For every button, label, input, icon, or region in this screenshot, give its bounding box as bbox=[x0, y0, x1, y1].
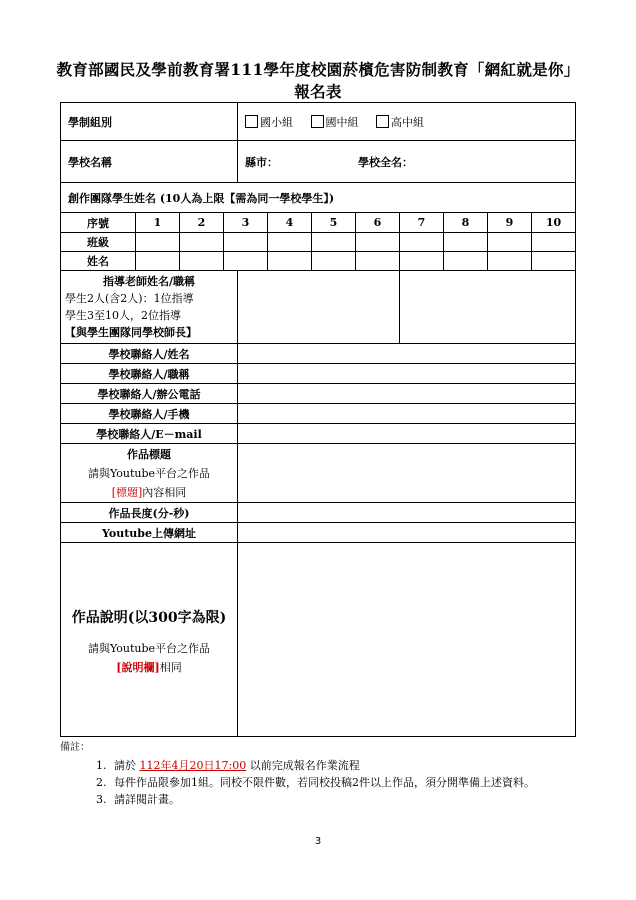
name-row bbox=[61, 252, 576, 271]
description-heading: 作品說明(以300字為限) bbox=[71, 610, 227, 626]
contact-row bbox=[61, 424, 576, 444]
teacher-field-1[interactable] bbox=[238, 271, 400, 344]
title-line-1: 教育部國民及學前教育署111學年度校園菸檳危害防制教育「網紅就是你」 bbox=[56, 60, 580, 79]
seq-number: 4 bbox=[268, 213, 312, 233]
contact-name-field[interactable] bbox=[238, 344, 576, 364]
contact-row bbox=[61, 404, 576, 424]
class-cell[interactable] bbox=[356, 233, 400, 252]
contact-email-label: 學校聯絡人/E－mail bbox=[61, 424, 238, 444]
class-label: 班級 bbox=[61, 233, 136, 252]
name-cell[interactable] bbox=[532, 252, 576, 271]
contact-row bbox=[61, 344, 576, 364]
seq-number: 6 bbox=[356, 213, 400, 233]
deadline-date: 112年4月20日17:00 bbox=[139, 759, 247, 772]
name-cell[interactable] bbox=[268, 252, 312, 271]
work-title-highlight: [標題] bbox=[111, 485, 143, 499]
group-row bbox=[61, 103, 576, 141]
description-highlight: [說明欄] bbox=[116, 661, 160, 674]
page-number: 3 bbox=[314, 836, 322, 847]
contact-row bbox=[61, 384, 576, 404]
teacher-rule-1: 學生2人(含2人)：1位指導 bbox=[65, 292, 194, 305]
seq-number: 7 bbox=[400, 213, 444, 233]
title-line-2: 報名表 bbox=[294, 82, 342, 101]
youtube-url-row bbox=[61, 523, 576, 543]
school-label: 學校名稱 bbox=[61, 141, 238, 183]
name-cell[interactable] bbox=[488, 252, 532, 271]
contact-mobile-label: 學校聯絡人/手機 bbox=[61, 404, 238, 424]
teacher-row bbox=[61, 271, 576, 344]
note-item: 2. 每件作品限參加1組。同校不限件數，若同校投稿2件以上作品，須分開準備上述資料。 bbox=[110, 774, 580, 791]
school-fields[interactable] bbox=[238, 141, 576, 183]
group-label: 學制組別 bbox=[61, 103, 238, 141]
work-title-heading: 作品標題 bbox=[127, 447, 171, 461]
name-cell[interactable] bbox=[400, 252, 444, 271]
registration-table-top bbox=[60, 102, 576, 213]
seq-number: 5 bbox=[312, 213, 356, 233]
seq-row bbox=[61, 213, 576, 233]
teacher-title: 指導老師姓名/職稱 bbox=[102, 275, 196, 288]
class-row bbox=[61, 233, 576, 252]
description-note: 請與Youtube平台之作品 bbox=[87, 642, 211, 655]
work-length-field[interactable] bbox=[238, 503, 576, 523]
description-row bbox=[61, 543, 576, 737]
seq-number: 10 bbox=[532, 213, 576, 233]
notes bbox=[60, 738, 580, 808]
class-cell[interactable] bbox=[268, 233, 312, 252]
class-cell[interactable] bbox=[180, 233, 224, 252]
seq-number: 8 bbox=[444, 213, 488, 233]
note-item: 1. 請於 112年4月20日17:00 以前完成報名作業流程 bbox=[110, 757, 580, 774]
class-cell[interactable] bbox=[136, 233, 180, 252]
name-label: 姓名 bbox=[61, 252, 136, 271]
class-cell[interactable] bbox=[400, 233, 444, 252]
notes-label: 備註： bbox=[60, 742, 90, 753]
contact-title-field[interactable] bbox=[238, 364, 576, 384]
work-title-note: 請與Youtube平台之作品 bbox=[87, 466, 211, 480]
work-title-label bbox=[61, 444, 238, 503]
class-cell[interactable] bbox=[444, 233, 488, 252]
registration-table-bottom bbox=[60, 270, 576, 737]
option-junior-high[interactable]: 國中組 bbox=[311, 116, 359, 129]
description-note-2: [說明欄]相同 bbox=[116, 661, 182, 674]
checkbox-icon[interactable] bbox=[376, 115, 389, 128]
checkbox-icon[interactable] bbox=[311, 115, 324, 128]
work-title-field[interactable] bbox=[238, 444, 576, 503]
work-title-note-2: [標題]內容相同 bbox=[111, 485, 187, 499]
teacher-rule-3: 【與學生團隊同學校師長】 bbox=[65, 326, 197, 339]
seq-number: 3 bbox=[224, 213, 268, 233]
youtube-url-label: Youtube上傳網址 bbox=[61, 523, 238, 543]
seq-label: 序號 bbox=[61, 213, 136, 233]
group-options bbox=[238, 103, 576, 141]
contact-phone-label: 學校聯絡人/辦公電話 bbox=[61, 384, 238, 404]
contact-phone-field[interactable] bbox=[238, 384, 576, 404]
name-cell[interactable] bbox=[312, 252, 356, 271]
teacher-rule-2: 學生3至10人，2位指導 bbox=[65, 309, 181, 322]
contact-email-field[interactable] bbox=[238, 424, 576, 444]
team-header-row bbox=[61, 183, 576, 213]
note-item: 3. 請詳閱計畫。 bbox=[110, 791, 580, 808]
name-cell[interactable] bbox=[444, 252, 488, 271]
class-cell[interactable] bbox=[224, 233, 268, 252]
team-header: 創作團隊學生姓名 (10人為上限【需為同一學校學生】) bbox=[61, 183, 576, 213]
work-length-label: 作品長度(分-秒) bbox=[61, 503, 238, 523]
name-cell[interactable] bbox=[224, 252, 268, 271]
contact-title-label: 學校聯絡人/職稱 bbox=[61, 364, 238, 384]
name-cell[interactable] bbox=[180, 252, 224, 271]
seq-number: 2 bbox=[180, 213, 224, 233]
class-cell[interactable] bbox=[312, 233, 356, 252]
name-cell[interactable] bbox=[136, 252, 180, 271]
form-title bbox=[40, 59, 596, 103]
teacher-field-2[interactable] bbox=[400, 271, 576, 344]
student-grid bbox=[60, 212, 576, 271]
teacher-label bbox=[61, 271, 238, 344]
seq-number: 1 bbox=[136, 213, 180, 233]
county-label: 縣市： bbox=[245, 155, 278, 169]
option-senior-high[interactable]: 高中組 bbox=[376, 116, 424, 129]
youtube-url-field[interactable] bbox=[238, 523, 576, 543]
seq-number: 9 bbox=[488, 213, 532, 233]
school-fullname-label: 學校全名： bbox=[358, 155, 413, 169]
contact-row bbox=[61, 364, 576, 384]
checkbox-icon[interactable] bbox=[245, 115, 258, 128]
class-cell[interactable] bbox=[532, 233, 576, 252]
contact-name-label: 學校聯絡人/姓名 bbox=[61, 344, 238, 364]
name-cell[interactable] bbox=[356, 252, 400, 271]
option-elementary[interactable]: 國小組 bbox=[245, 116, 293, 129]
contact-mobile-field[interactable] bbox=[238, 404, 576, 424]
notes-list bbox=[60, 757, 580, 808]
work-title-row bbox=[61, 444, 576, 503]
school-row bbox=[61, 141, 576, 183]
class-cell[interactable] bbox=[488, 233, 532, 252]
description-field[interactable] bbox=[238, 543, 576, 737]
work-length-row bbox=[61, 503, 576, 523]
description-label bbox=[61, 543, 238, 737]
